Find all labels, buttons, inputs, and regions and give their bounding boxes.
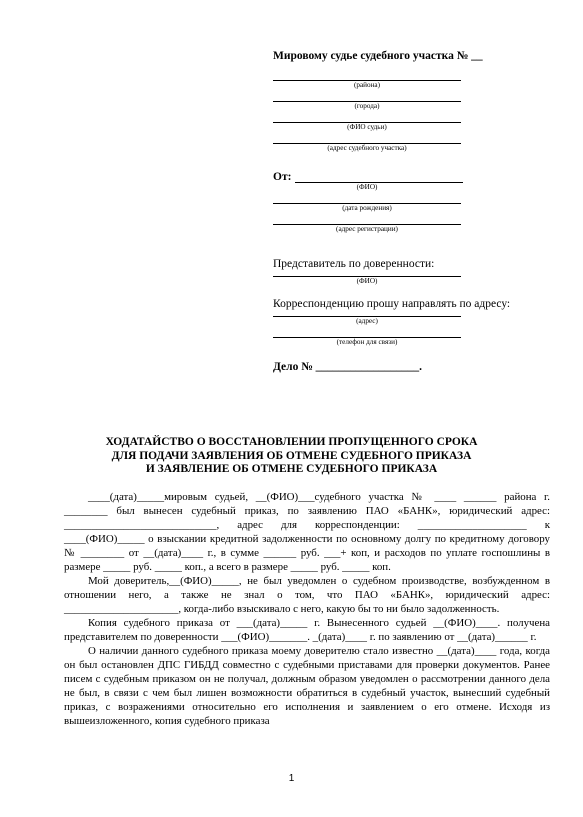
phone-line	[273, 326, 461, 338]
court-address-line	[273, 132, 461, 144]
judge-line	[273, 111, 461, 123]
representative-label: Представитель по доверенности:	[273, 258, 435, 270]
paragraph-3: Копия судебного приказа от ___(дата)_____ г. Вынесенного судьей __(ФИО)____. получена представителем по доверенности ___(ФИО)_______. _(дата)____ г. по заявлению от __(дата)______ г.	[64, 617, 550, 643]
paragraph-4: О наличии данного судебного приказа моему доверителю стало известно __(дата)____ года, когда он был остановлен ДПС ГИБДД совместно с судебными приставами для проверки документов. Ранее писем с судебным приказом он не получал, должным образом уведомлен о рассмотрении данного дела не был, в связи с чем был лишен возможности обратиться в судебный участок, вынесший судебный приказ, с возражениями относительно его исполнения и заявлением о его отмене. Исходя из вышеизложенного, копия судебного приказа	[64, 645, 550, 727]
birth-date-caption: (дата рождения)	[342, 204, 392, 212]
city-line	[273, 90, 461, 102]
paragraph-1: ____(дата)_____мировым судьей, __(ФИО)___судебного участка № ____ ______ района г. ________ был вынесен судебный приказ, по заявлению ПАО «БАНК», юридический адрес: ____________________________, адрес для корреспонденции: ____________________ к ____(ФИО)_____ о взыскании кредитной задолженности по основному долгу по кредитному договору № ________ от __(дата)____ г., в сумме ______ руб. ___+ коп, и расходов по уплате госпошлины в размере _____ руб. _____ коп., а всего в размере _____ руб. _____ коп.	[64, 491, 550, 573]
title-line-1: ХОДАТАЙСТВО О ВОССТАНОВЛЕНИИ ПРОПУЩЕННОГО СРОКА	[105, 436, 478, 448]
district-caption: (района)	[353, 81, 381, 89]
case-number: Дело № __________________.	[273, 361, 423, 373]
addressee-block	[273, 50, 511, 373]
correspondence-label: Корреспонденцию прошу направлять по адресу:	[273, 298, 511, 310]
representative-caption: (ФИО)	[356, 277, 378, 285]
correspondence-address-line	[273, 310, 461, 317]
judge-caption: (ФИО судьи)	[347, 123, 387, 131]
title-line-3: И ЗАЯВЛЕНИЕ ОБ ОТМЕНЕ СУДЕБНОГО ПРИКАЗА	[145, 463, 438, 475]
representative-line	[273, 270, 461, 277]
court-address-caption: (адрес судебного участка)	[327, 144, 407, 152]
addressee-title: Мировому судье судебного участка № __	[273, 50, 483, 62]
city-caption: (города)	[354, 102, 380, 110]
birth-date-line	[273, 192, 461, 204]
from-label: От:	[273, 171, 292, 183]
reg-address-line	[273, 213, 461, 225]
from-row	[273, 171, 463, 183]
page-number: 1	[288, 773, 295, 784]
phone-caption: (телефон для связи)	[336, 338, 398, 346]
from-name-line	[295, 171, 463, 183]
title-line-2: ДЛЯ ПОДАЧИ ЗАЯВЛЕНИЯ ОБ ОТМЕНЕ СУДЕБНОГО ПРИКАЗА	[111, 449, 472, 462]
reg-address-caption: (адрес регистрации)	[336, 225, 398, 233]
from-name-caption: (ФИО)	[356, 183, 378, 191]
paragraph-2: Мой доверитель,__(ФИО)_____, не был уведомлен о судебном производстве, возбужденном в отношении него, а также не знал о том, что ПАО «БАНК», юридический адрес: _____________________, когда-либо взыскивало с него, какую бы то ни было задолженность.	[64, 575, 550, 615]
document-body	[64, 490, 550, 728]
document-title	[0, 436, 583, 477]
district-line	[273, 69, 461, 81]
correspondence-address-caption: (адрес)	[356, 317, 378, 325]
